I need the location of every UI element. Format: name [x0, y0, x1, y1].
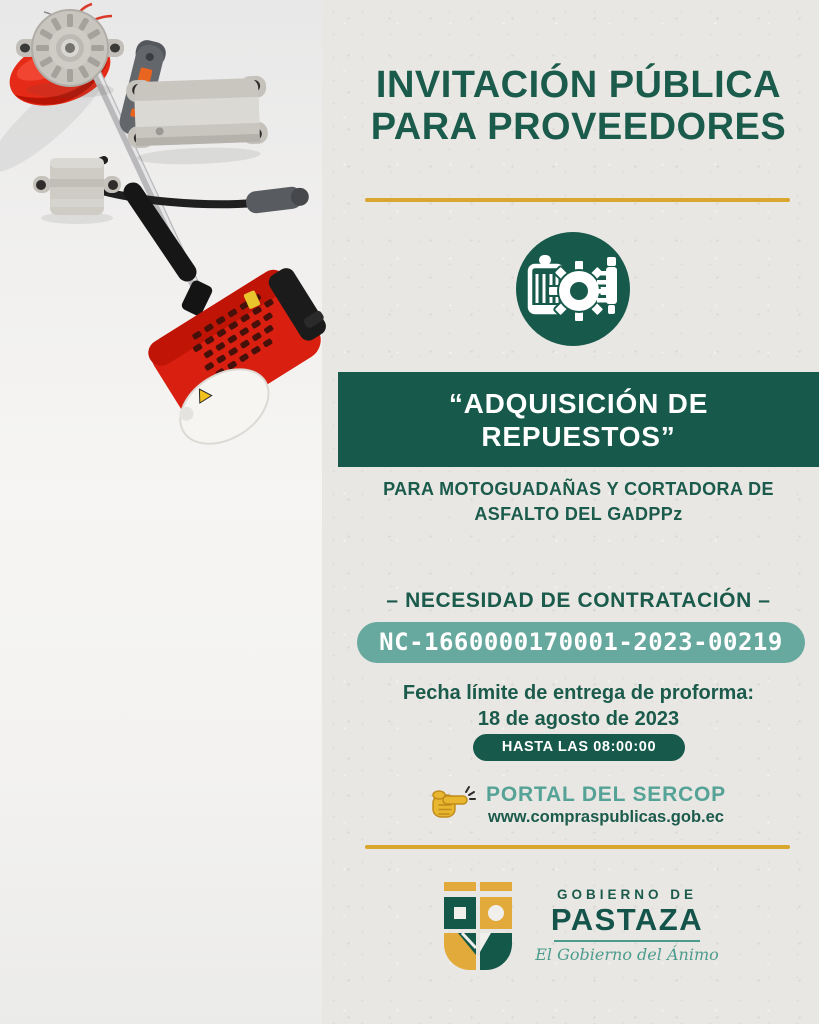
banner-line-1: “ADQUISICIÓN DE	[448, 387, 709, 419]
pointing-hand-icon	[431, 783, 477, 825]
acquisition-banner	[338, 372, 819, 467]
deadline-text	[338, 680, 819, 732]
deadline-time-badge: HASTA LAS 08:00:00	[473, 734, 685, 761]
deadline-line-2: 18 de agosto de 2023	[477, 708, 680, 730]
banner-subtitle	[338, 477, 819, 527]
page-title	[338, 64, 819, 148]
content-column	[338, 0, 819, 1024]
contract-code-badge: NC-1660000170001-2023-00219	[357, 622, 805, 663]
pipe-clamp	[33, 158, 121, 224]
divider-top	[365, 198, 790, 202]
subtitle-line-2: ASFALTO DEL GADPPz	[474, 504, 683, 524]
title-line-1: INVITACIÓN PÚBLICA	[375, 64, 782, 106]
portal-name: PORTAL DEL SERCOP	[486, 783, 726, 806]
gearbox-housing	[16, 10, 124, 98]
logo-slogan: El Gobierno del Ánimo	[535, 945, 719, 964]
divider-bottom	[365, 845, 790, 849]
government-logo	[338, 880, 819, 972]
photo-panel	[0, 0, 322, 1024]
pastaza-shield-logo	[438, 880, 518, 972]
deadline-line-1: Fecha límite de entrega de proforma:	[402, 682, 755, 704]
title-line-2: PARA PROVEEDORES	[370, 106, 787, 148]
logo-org-line-2: PASTAZA	[550, 902, 704, 937]
portal-url: www.compraspublicas.gob.ec	[488, 808, 724, 826]
banner-line-2: REPUESTOS”	[481, 420, 676, 452]
logo-org-line-1: GOBIERNO DE	[556, 887, 697, 902]
spare-parts-photo	[0, 0, 280, 230]
machine-parts-gear-icon	[516, 232, 630, 346]
shaft-clamp-bracket	[126, 76, 269, 167]
logo-divider	[554, 940, 700, 942]
subtitle-line-1: PARA MOTOGUADAÑAS Y CORTADORA DE	[383, 479, 774, 499]
logo-texts	[535, 887, 719, 965]
contract-need-heading: – NECESIDAD DE CONTRATACIÓN –	[386, 589, 771, 612]
parts-icon-graphic	[516, 232, 630, 346]
portal-texts	[486, 783, 726, 828]
portal-block	[338, 783, 819, 828]
